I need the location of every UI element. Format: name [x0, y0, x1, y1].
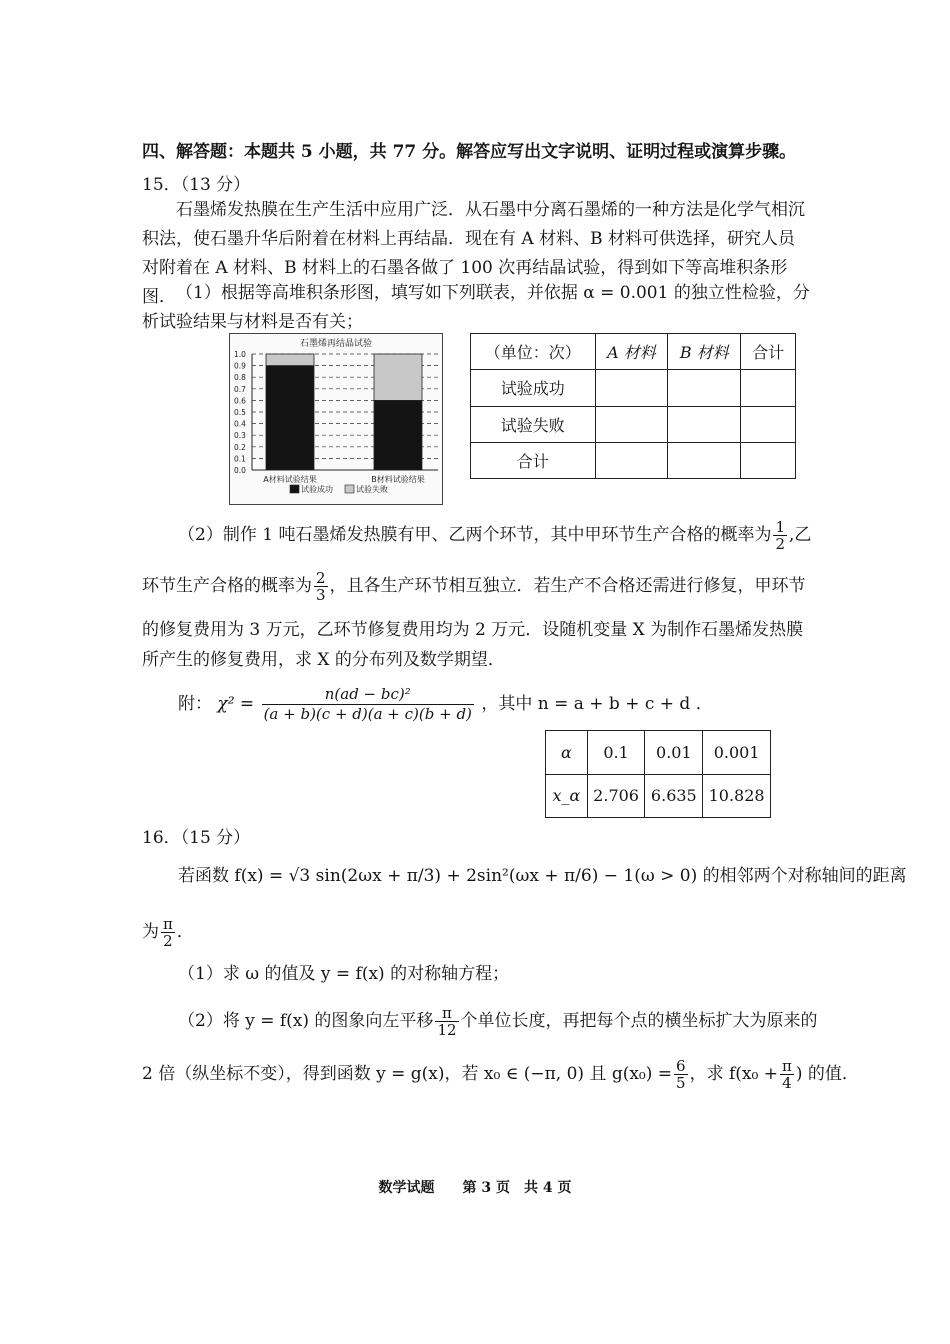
q16-part2-line1: （2）将 y = f(x) 的图象向左平移 $\frac{\pi}{12}$ 个单位长度，再把每个点的横坐标扩大为原来的 — [178, 1004, 818, 1039]
chi-square-fraction: $\frac{\text{n(ad − bc)²}}{(a + b)(c + d)(a + c)(b + d)}$ — [263, 685, 472, 723]
q16-stem-line1: 若函数 f(x) = √3 sin(2ωx + π/3) + 2sin²(ωx + π/6) − 1(ω > 0) 的相邻两个对称轴间的距离 — [178, 866, 907, 886]
q15-part1: （1）根据等高堆积条形图，填写如下列联表，并依据 α = 0.001 的独立性检验，分析试验结果与材料是否有关； — [142, 283, 810, 332]
stacked-bar-chart — [229, 333, 443, 505]
ct-cell — [741, 442, 796, 478]
q16-number: 16．（15 分） — [142, 828, 251, 848]
chart-svg — [230, 334, 442, 504]
fraction-pi-2: $\frac{\pi}{2}$ — [163, 915, 173, 950]
y-tick-label: 0.1 — [234, 454, 246, 464]
cv-alpha-label: α — [546, 731, 588, 775]
q15-part2-line4: 所产生的修复费用，求 X 的分布列及数学期望． — [142, 650, 505, 670]
chi-square-formula: 附： χ² = $\frac{\text{n(ad − bc)²}}{(a + b)(c + d)(a + c)(b + d)}$ ，其中 n = a + b + c + d ． — [178, 685, 713, 723]
q15-intro: 石墨烯发热膜在生产生活中应用广泛．从石墨中分离石墨烯的一种方法是化学气相沉积法，使石墨升华后附着在材料上再结晶．现在有 A 材料、B 材料可供选择，研究人员对附着在 A 材料、B 材料上的石墨各做了 100 次再结晶试验，得到如下等高堆积条形图． — [142, 200, 805, 307]
fraction-pi-12: $\frac{\pi}{12}$ — [437, 1004, 457, 1039]
cv-x-3: 10.828 — [703, 774, 771, 818]
bar-failure — [374, 354, 422, 400]
ct-header-unit: （单位：次） — [471, 334, 596, 370]
bar-success — [374, 400, 422, 470]
y-tick-label: 0.7 — [234, 384, 246, 394]
chart-title: 石墨烯再结晶试验 — [299, 339, 373, 349]
critical-value-table — [545, 730, 771, 818]
q16-stem-line2: 为 $\frac{\pi}{2}$ ． — [142, 915, 194, 950]
ct-row-total: 合计 — [471, 442, 596, 478]
cv-alpha-2: 0.01 — [645, 731, 703, 775]
q15-part2-line3: 的修复费用为 3 万元，乙环节修复费用均为 2 万元．设随机变量 X 为制作石墨烯发热膜 — [142, 620, 804, 640]
legend-swatch-failure — [345, 485, 354, 493]
bar-success — [266, 366, 314, 470]
y-tick-label: 0.3 — [234, 431, 246, 441]
ct-header-total: 合计 — [741, 334, 796, 370]
fraction-2-3: $\frac{2}{3}$ — [316, 569, 326, 604]
ct-cell — [595, 442, 668, 478]
section-header: 四、解答题：本题共 5 小题，共 77 分。解答应写出文字说明、证明过程或演算步骤。 — [142, 142, 797, 162]
cv-x-2: 6.635 — [645, 774, 703, 818]
cv-alpha-3: 0.001 — [703, 731, 771, 775]
q16-part2-line2: 2 倍（纵坐标不变），得到函数 y = g(x)，若 x₀ ∈ (−π, 0) 且 g(x₀) = $\frac{6}{5}$ ，求 f(x₀ + $\frac{\pi}{4}$ ) 的值． — [142, 1057, 859, 1092]
ct-header-a: A 材料 — [595, 334, 668, 370]
fraction-1-2: $\frac{1}{2}$ — [775, 518, 785, 553]
page-footer: 数学试题 第 3 页 共 4 页 — [378, 1180, 572, 1196]
ct-cell — [741, 406, 796, 442]
ct-cell — [668, 406, 741, 442]
cv-x-1: 2.706 — [587, 774, 645, 818]
legend-label-success: 试验成功 — [301, 485, 333, 494]
bar-failure — [266, 354, 314, 366]
q16-part1: （1）求 ω 的值及 y = f(x) 的对称轴方程； — [178, 964, 510, 984]
ct-row-success: 试验成功 — [471, 370, 596, 406]
fraction-6-5: $\frac{6}{5}$ — [676, 1057, 686, 1092]
q15-part2-line1: （2）制作 1 吨石墨烯发热膜有甲、乙两个环节，其中甲环节生产合格的概率为 $\frac{1}{2}$ ,乙 — [178, 518, 812, 553]
x-category-label: B材料试验结果 — [371, 475, 425, 484]
ct-cell — [741, 370, 796, 406]
y-tick-label: 0.5 — [234, 408, 246, 417]
q15-part2-line2: 环节生产合格的概率为 $\frac{2}{3}$ ，且各生产环节相互独立．若生产不合格还需进行修复，甲环节 — [142, 569, 806, 604]
ct-cell — [595, 406, 668, 442]
cv-alpha-1: 0.1 — [587, 731, 645, 775]
y-tick-label: 0.0 — [234, 466, 246, 475]
y-tick-label: 0.9 — [234, 361, 246, 371]
legend-swatch-success — [290, 485, 299, 493]
y-tick-label: 0.8 — [234, 373, 246, 383]
fraction-pi-4: $\frac{\pi}{4}$ — [781, 1057, 792, 1092]
y-tick-label: 0.2 — [234, 442, 246, 452]
legend-label-failure: 试验失败 — [356, 485, 388, 494]
x-category-label: A材料试验结果 — [263, 475, 317, 484]
ct-cell — [595, 370, 668, 406]
ct-row-failure: 试验失败 — [471, 406, 596, 442]
contingency-table — [470, 333, 796, 479]
y-tick-label: 0.6 — [234, 396, 246, 406]
ct-cell — [668, 442, 741, 478]
y-tick-label: 1.0 — [234, 350, 246, 359]
cv-x-label: x_α — [546, 774, 588, 818]
ct-cell — [668, 370, 741, 406]
q15-number: 15．（13 分） — [142, 175, 251, 195]
y-tick-label: 0.4 — [234, 419, 246, 429]
ct-header-b: B 材料 — [668, 334, 741, 370]
